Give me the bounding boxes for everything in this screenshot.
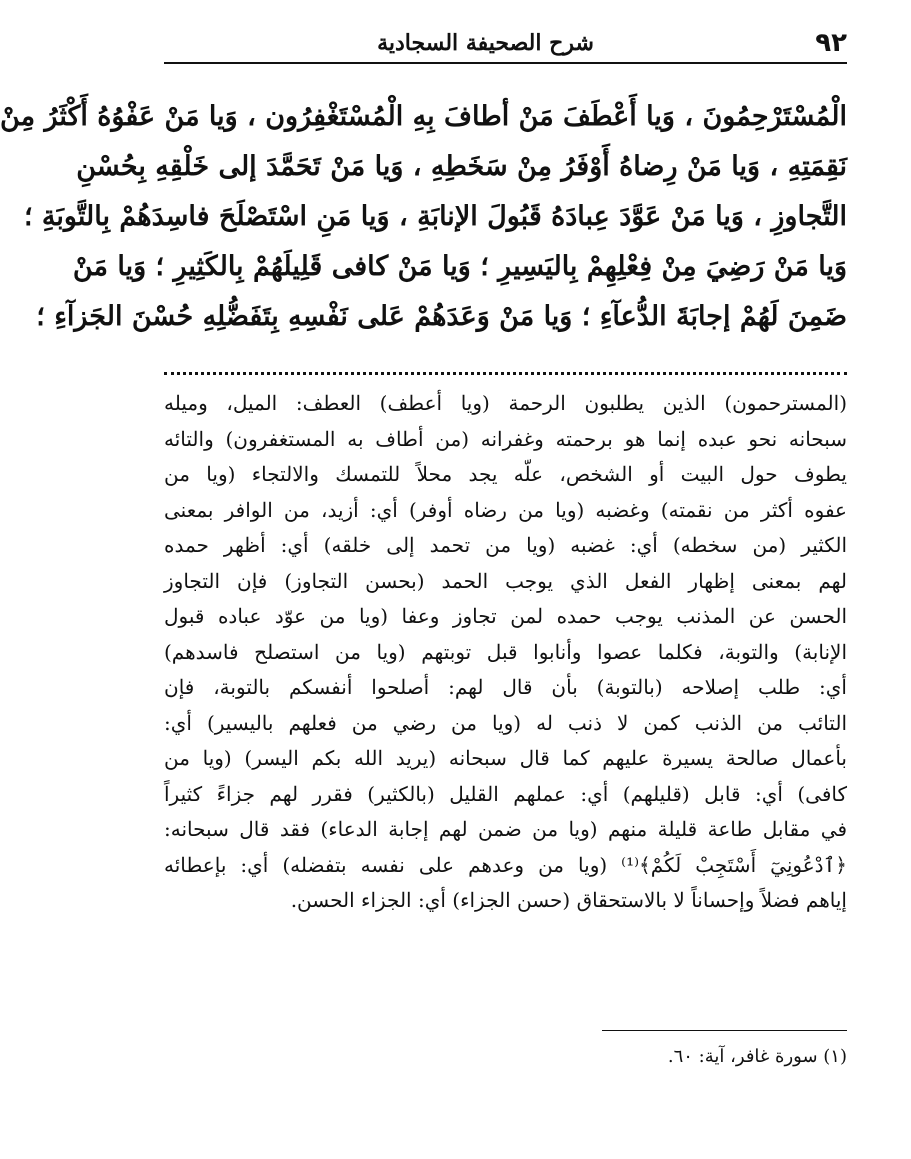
running-title: شرح الصحيفة السجادية: [377, 30, 594, 56]
commentary-line: إياهم فضلاً وإحساناً لا بالاستحقاق (حسن الجزاء) أي: الجزاء الحسن.: [290, 888, 847, 912]
footnote-rule: [602, 1030, 847, 1031]
commentary-line: سبحانه نحو عبده إنما هو برحمته وغفرانه (من أطاف به المستغفرون) والتائه: [164, 426, 847, 451]
commentary-line: الحسن عن المذنب يوجب حمده لمن تجاوز وعفا (ويا من عوّد عباده قبول: [164, 604, 847, 628]
commentary-line: (المسترحمون) الذين يطلبون الرحمة (ويا أعطف) العطف: الميل، وميله: [164, 391, 847, 415]
footnote: (١) سورة غافر، آية: ٦٠.: [667, 1046, 847, 1067]
commentary-text: [164, 386, 847, 919]
commentary-line: الإنابة) والتوبة، فكلما عصوا وأنابوا قبل توبتهم (ويا من استصلح فاسدهم): [164, 639, 847, 664]
page-number: ٩٢: [815, 28, 847, 58]
commentary-line: عفوه أكثر من نقمته) وغضبه (ويا من رضاه أوفر) أي: أزيد، من الوافر بمعنى: [164, 497, 847, 522]
commentary-line: ﴿ٱدْعُونِيٓ أَسْتَجِبْ لَكُمْ﴾⁽¹⁾ (ويا من وعدهم على نفسه بتفضله) أي: بإعطائه: [164, 852, 847, 877]
supplication-text: [0, 92, 847, 342]
supplication-line: الْمُسْتَرْحِمُونَ ، وَيا أَعْطَفَ مَنْ أطافَ بِهِ الْمُسْتَغْفِرُون ، وَيا مَنْ عَفْوُهُ أَكْثَرُ مِنْ: [0, 101, 847, 132]
commentary-line: يطوف حول البيت أو الشخص، علّه يجد محلاً للتمسك والالتجاء (ويا من: [164, 462, 847, 486]
commentary-line: في مقابل طاعة قليلة منهم (ويا من ضمن لهم إجابة الدعاء) فقد قال سبحانه:: [164, 817, 847, 841]
header-rule: [164, 62, 847, 64]
page-header: [164, 22, 847, 62]
commentary-line: أي: طلب إصلاحه (بالتوبة) بأن قال لهم: أصلحوا أنفسكم بالتوبة، فإن: [164, 675, 847, 699]
supplication-line: وَيا مَنْ رَضِيَ مِنْ فِعْلِهِمْ بِاليَسِيرِ ؛ وَيا مَنْ كافى قَلِيلَهُمْ بِالكَثِيرِ ؛ وَيا مَنْ: [72, 251, 847, 282]
commentary-line: الكثير (من سخطه) أي: غضبه (ويا من تحمد إلى خلقه) أي: أظهر حمده: [164, 533, 847, 557]
section-divider: [164, 372, 847, 375]
supplication-line: ضَمِنَ لَهُمْ إجابَةَ الدُّعآءِ ؛ وَيا مَنْ وَعَدَهُمْ عَلى نَفْسِهِ بِتَفَضُّلِهِ حُسْنَ الجَزآءِ ؛: [36, 301, 847, 332]
commentary-line: كافى) أي: قابل (قليلهم) أي: عملهم القليل (بالكثير) فقرر لهم جزاءً كثيراً: [164, 781, 847, 806]
supplication-line: نَقِمَتِهِ ، وَيا مَنْ رِضاهُ أَوْفَرُ مِنْ سَخَطِهِ ، وَيا مَنْ تَحَمَّدَ إلى خَلْقِهِ بِحُسْنِ: [76, 151, 847, 182]
commentary-line: لهم بمعنى إظهار الفعل الذي يوجب الحمد (بحسن التجاوز) فإن التجاوز: [164, 568, 847, 593]
supplication-line: التَّجاوزِ ، وَيا مَنْ عَوَّدَ عِبادَهُ قَبُولَ الإنابَةِ ، وَيا مَنِ اسْتَصْلَحَ فاسِدَهُمْ بِالتَّوبَةِ ؛: [23, 201, 847, 232]
commentary-line: بأعمال صالحة يسيرة عليهم كما قال سبحانه (يريد الله بكم اليسر) (ويا من: [164, 746, 847, 770]
commentary-line: التائب من الذنب كمن لا ذنب له (ويا من رضي من فعلهم باليسير) أي:: [164, 710, 847, 735]
